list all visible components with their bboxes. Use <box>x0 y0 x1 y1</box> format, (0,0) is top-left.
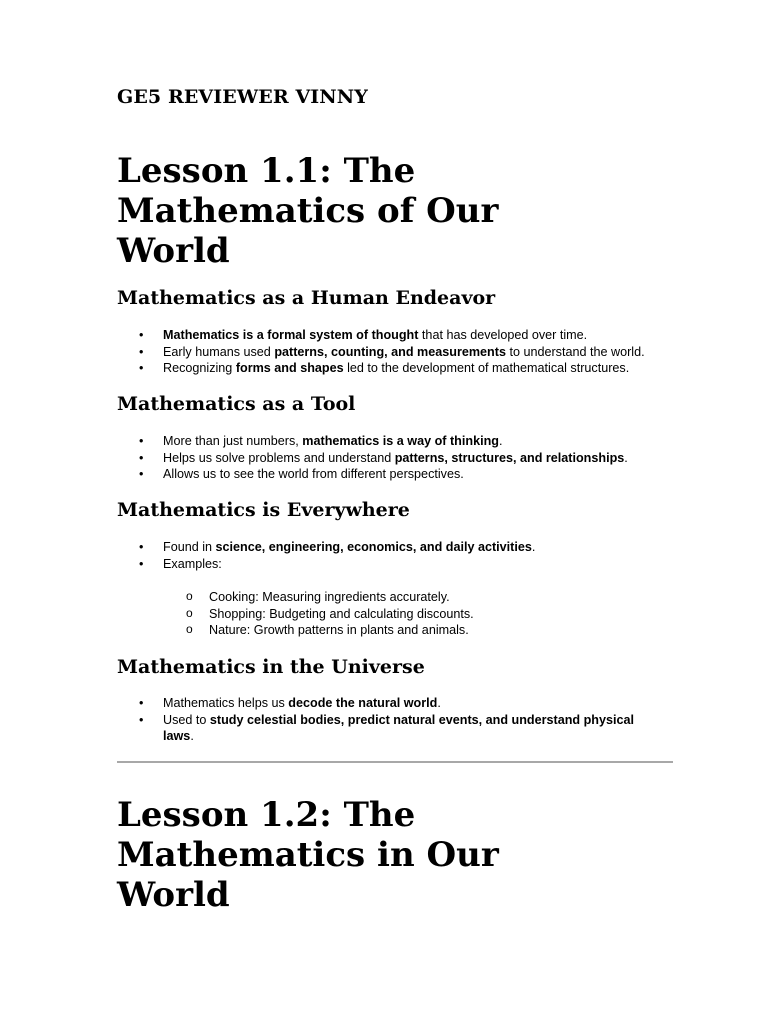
list-item: • Used to study celestial bodies, predict natural events, and understand physical laws. <box>117 712 663 745</box>
list-item: • Mathematics is a formal system of thought that has developed over time. <box>117 327 663 344</box>
section-heading-human-endeavor: Mathematics as a Human Endeavor <box>117 287 496 309</box>
lesson-1-2-title: Lesson 1.2: The Mathematics in Our World <box>117 795 499 915</box>
section-heading-universe: Mathematics in the Universe <box>117 656 425 678</box>
lesson-1-1-title: Lesson 1.1: The Mathematics of Our World <box>117 151 499 271</box>
universe-list <box>117 695 677 745</box>
list-item: • Early humans used patterns, counting, and measurements to understand the world. <box>117 344 663 361</box>
example-item: o Shopping: Budgeting and calculating discounts. <box>117 606 474 623</box>
list-item: • Mathematics helps us decode the natural world. <box>117 695 663 712</box>
list-item: • Found in science, engineering, economics, and daily activities. <box>117 539 663 556</box>
examples-list <box>117 589 474 639</box>
example-item: o Cooking: Measuring ingredients accurately. <box>117 589 474 606</box>
list-item: • Examples: <box>117 556 663 573</box>
everywhere-list <box>117 539 677 572</box>
list-item: • Allows us to see the world from different perspectives. <box>117 466 663 483</box>
document-page <box>117 0 677 1024</box>
human-endeavor-list <box>117 327 677 377</box>
tool-list <box>117 433 677 483</box>
example-item: o Nature: Growth patterns in plants and animals. <box>117 622 474 639</box>
list-item: • Recognizing forms and shapes led to the development of mathematical structures. <box>117 360 663 377</box>
horizontal-rule <box>117 761 673 763</box>
document-header: GE5 REVIEWER VINNY <box>117 86 368 108</box>
list-item: • Helps us solve problems and understand patterns, structures, and relationships. <box>117 450 663 467</box>
section-heading-tool: Mathematics as a Tool <box>117 393 356 415</box>
list-item: • More than just numbers, mathematics is a way of thinking. <box>117 433 663 450</box>
section-heading-everywhere: Mathematics is Everywhere <box>117 499 410 521</box>
